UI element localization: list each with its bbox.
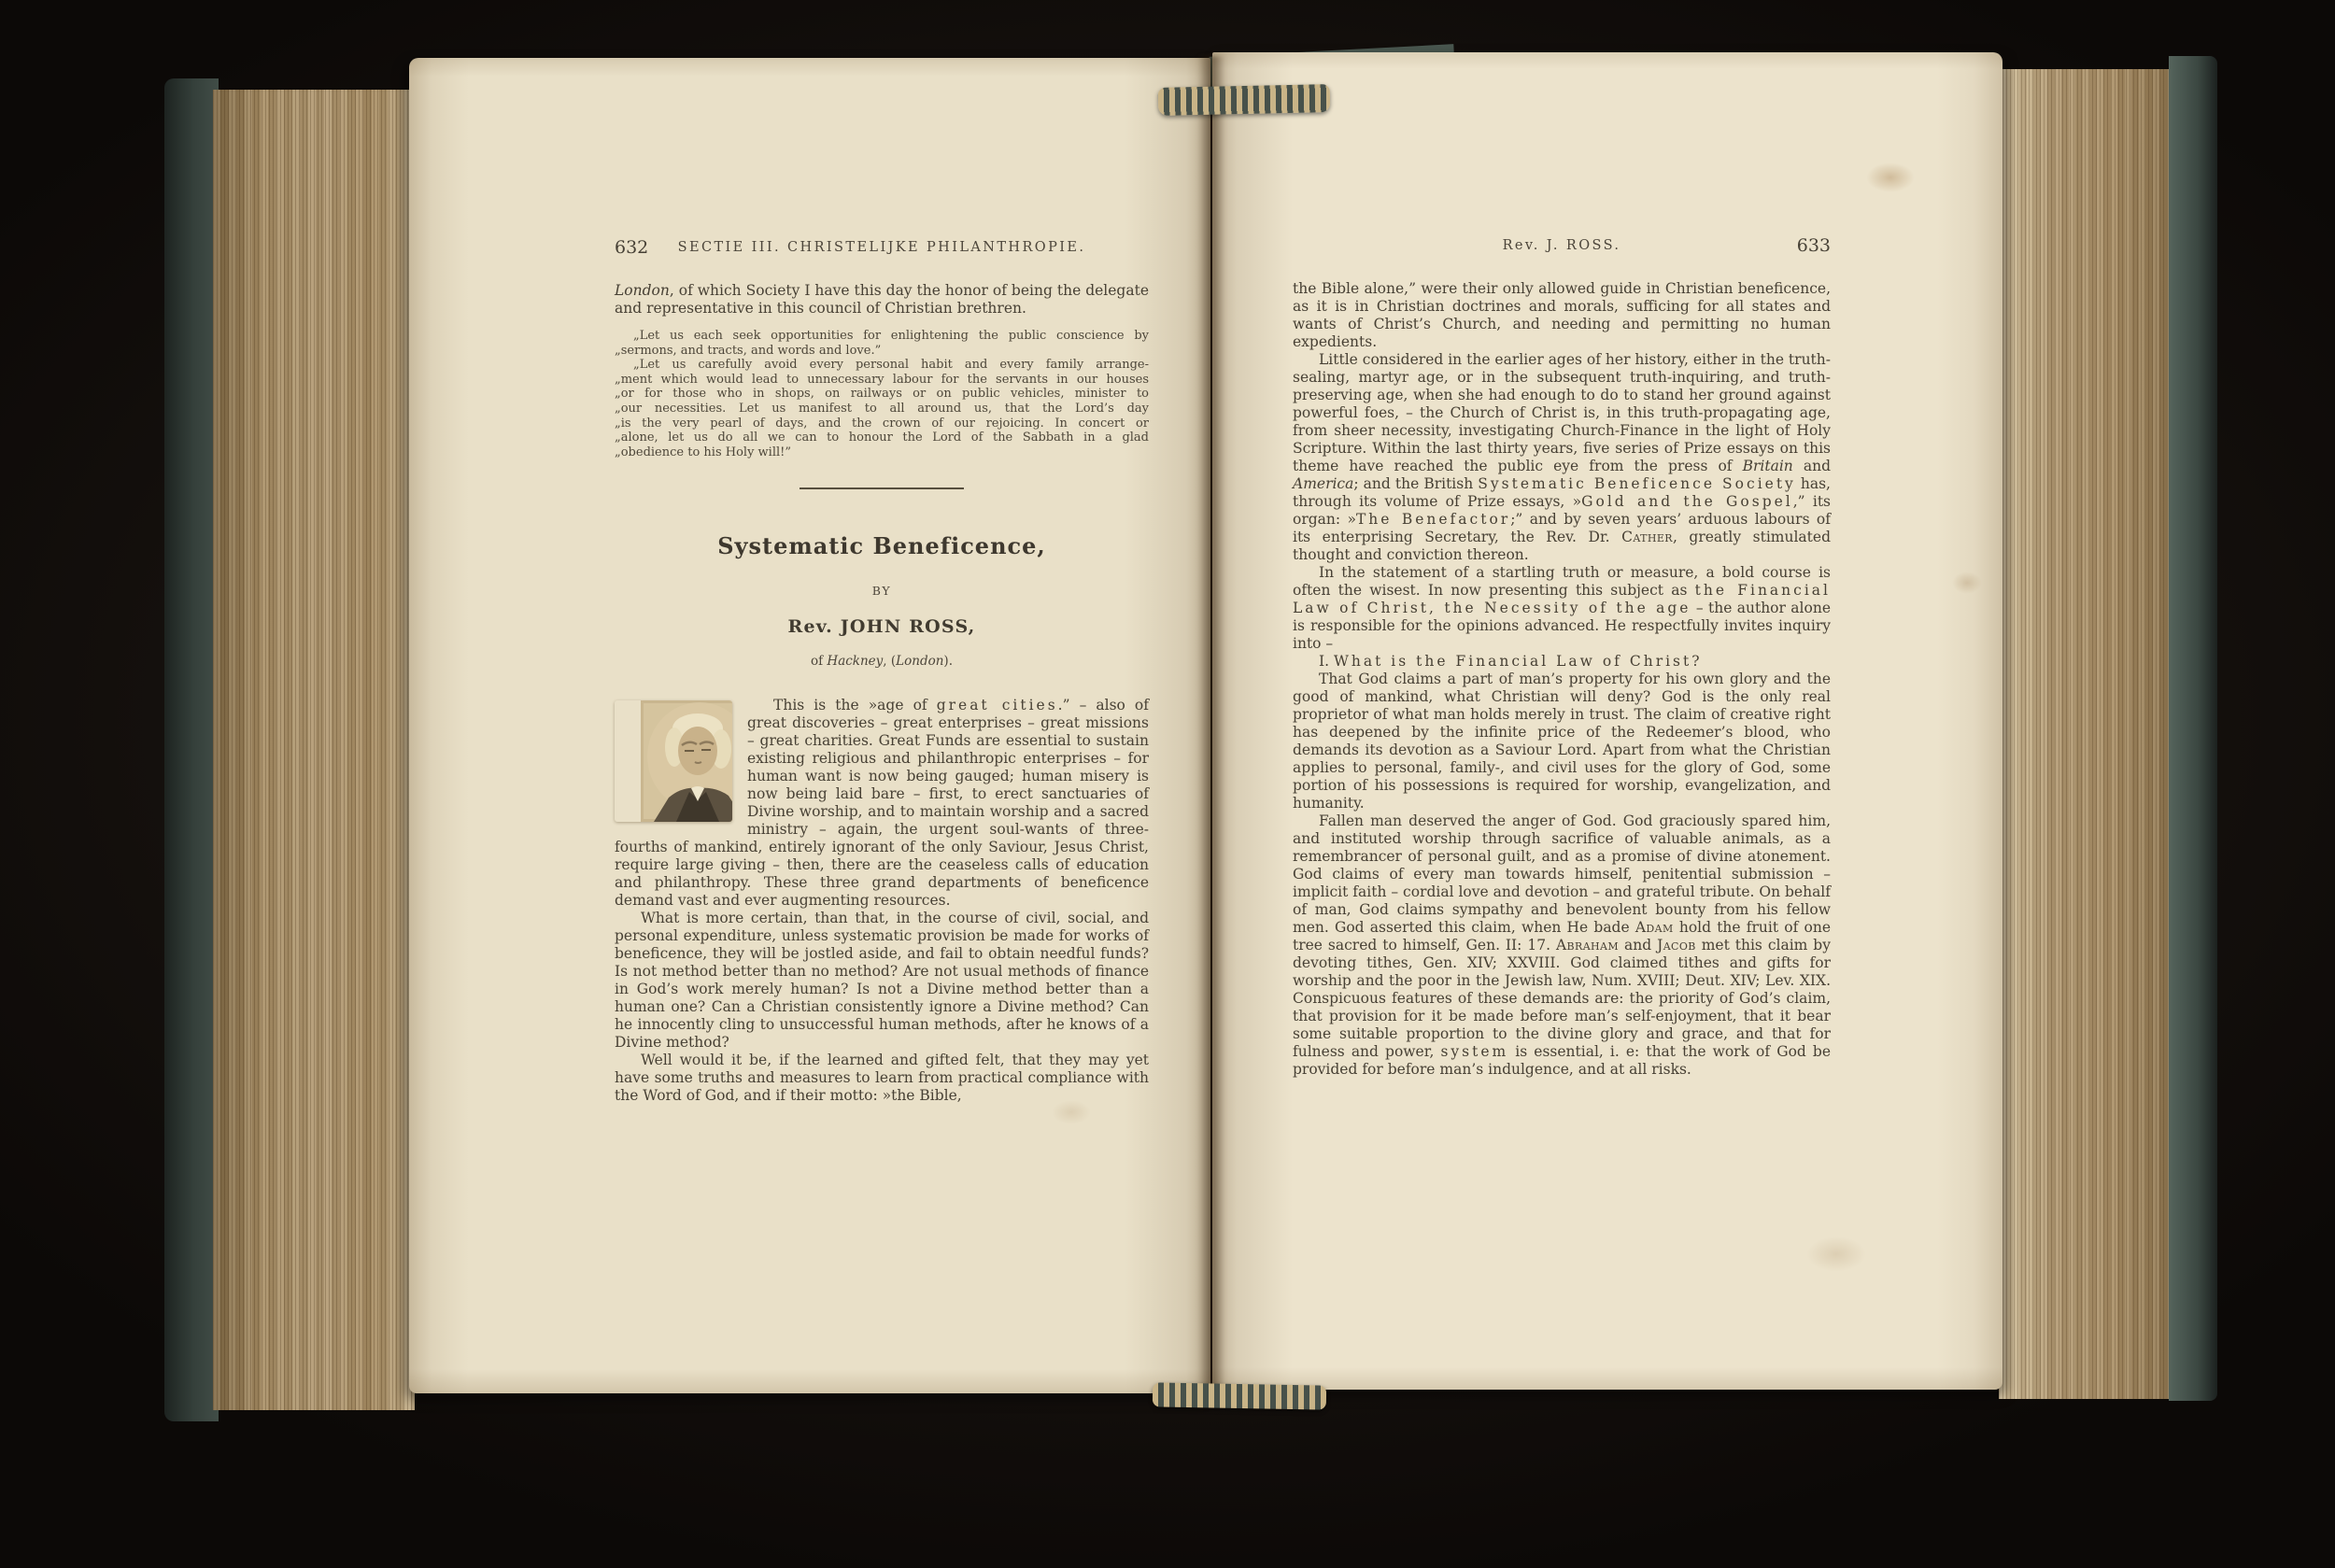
portrait-illustration — [641, 700, 732, 822]
paragraph: I. What is the Financial Law of Christ? — [1319, 653, 1703, 670]
quote-block — [615, 329, 1149, 459]
running-title: SECTIE III. CHRISTELIJKE PHILANTHROPIE. — [677, 240, 1086, 255]
quote-line: „is the very pearl of days, and the crown of our rejoicing. In concert or — [615, 416, 1149, 431]
quote-line: „sermons, and tracts, and words and love.” — [615, 343, 882, 358]
headband-bottom — [1153, 1382, 1326, 1409]
page-right — [1212, 52, 2002, 1390]
headband-top — [1158, 84, 1331, 116]
right-page-text-column — [1293, 235, 1831, 1079]
page-stain — [1806, 1236, 1866, 1272]
book-cover-right-edge — [2169, 56, 2217, 1401]
page-stack-fore-edge-left — [213, 90, 415, 1410]
page-number: 632 — [615, 237, 649, 258]
quote-line: „Let us carefully avoid every personal habit and every family arrange- — [633, 358, 1149, 373]
paragraph-text: This is the »age of great cities.” – also of great discoveries – great enterprises – great missions – great charities. Great Funds are essential to sustain existing religious and philanthropic enterprises – for human want is now being gauged; human misery is now being laid bare – first, to erect sanctuaries of Divine worship, and to maintain worship and a sacred ministry – again, the urgent soul-wants of three-fourths of mankind, entirely ignorant of the only Saviour, Jesus Christ, require large giving – then, there are the ceaseless calls of education and philanthropy. These three grand departments of beneficence demand vast and ever augmenting resources. — [615, 697, 1149, 910]
running-title: Rev. J. ROSS. — [1502, 238, 1621, 253]
author-place: of Hackney, (London). — [811, 654, 953, 670]
quote-line: „Let us each seek opportunities for enlightening the public conscience by — [633, 329, 1149, 343]
intro-paragraph: London, of which Society I have this day the honor of being the delegate and representative in this council of Christian brethren. — [615, 282, 1149, 317]
paragraph: Well would it be, if the learned and gifted felt, that they may yet have some truths and measures to learn from practical compliance with the Word of God, and if their motto: »the Bible, — [615, 1052, 1149, 1105]
byline-label: BY — [871, 584, 892, 599]
article-title: Systematic Beneficence, — [717, 532, 1046, 560]
quote-line: „ment which would lead to unnecessary labour for the servants in our houses — [615, 372, 1149, 387]
author-portrait — [615, 700, 732, 822]
left-page-text-column — [615, 237, 1149, 1105]
book-cover-left-edge — [164, 78, 219, 1421]
paragraph: What is more certain, than that, in the course of civil, social, and personal expenditure, unless systematic provision be made for works of beneficence, they will be jostled aside, and fail to obtain needful funds? Is not method better than no method? Are not usual methods of finance in God’s work merely human? Is not a Divine method better than a human one? Can a Christian consistently ignore a Divine method? Can he innocently cling to unsuccessful human methods, after he knows of a Divine method? — [615, 910, 1149, 1052]
author-name: Rev. JOHN ROSS, — [787, 616, 976, 638]
paragraph: That God claims a part of man’s property for his own glory and the good of mankind, what Christian will deny? God is the only real proprietor of what man holds merely in trust. The claim of creative right has deepened by the infinite price of the Redeemer’s blood, who demands its devotion as a Saviour Lord. Apart from what the Christian applies to personal, family-, and civil uses for the glory of God, some portion of his possessions is required for worship, evangelization, and humanity. — [1293, 671, 1831, 812]
left-page-header — [615, 237, 1149, 260]
page-stain — [1866, 162, 1915, 192]
paragraph: the Bible alone,” were their only allowed guide in Christian beneficence, as it is in Christian doctrines and morals, sufficing for all states and wants of Christ’s Church, and needing and permitting no human expedients. — [1293, 280, 1831, 350]
quote-line: „obedience to his Holy will!” — [615, 445, 792, 459]
right-page-header — [1293, 235, 1831, 258]
quote-line: „our necessities. Let us manifest to all around us, that the Lord’s day — [615, 401, 1149, 416]
divider-rule — [800, 487, 964, 489]
paragraph — [615, 697, 1149, 910]
gutter-shadow — [1197, 56, 1225, 1390]
page-number: 633 — [1796, 235, 1831, 256]
page-stain — [1952, 572, 1982, 594]
page-left — [409, 58, 1210, 1393]
paragraph: Little considered in the earlier ages of her history, either in the truth-sealing, martyr age, or in the subsequent truth-inquiring, and truth-preserving age, when she had enough to do to stand her ground against powerful foes, – the Church of Christ is, in this truth-propagating age, from sheer necessity, investigating Church-Finance in the light of Holy Scripture. Within the last thirty years, five series of Prize essays on this theme have reached the public eye from the press of Britain and America; and the British Systematic Beneficence Society has, through its volume of Prize essays, »Gold and the Gospel,” its organ: »The Benefactor;” and by seven years’ arduous labours of its enterprising Secretary, the Rev. Dr. Cather, greatly stimulated thought and conviction thereon. — [1293, 351, 1832, 563]
quote-line: „or for those who in shops, on railways or on public vehicles, minister to — [615, 387, 1149, 402]
quote-line: „alone, let us do all we can to honour the Lord of the Sabbath in a glad — [615, 431, 1149, 445]
paragraph: Fallen man deserved the anger of God. God graciously spared him, and instituted worship through sacrifice of valuable animals, as a remembrancer of personal guilt, and as a promise of divine atonement. God claims of every man towards himself, penitential submission – implicit faith – cordial love and devotion – and grateful tribute. On behalf of man, God claims sympathy and benevolent bounty from his fellow men. God asserted this claim, when He bade Adam hold the fruit of one tree sacred to himself, Gen. II: 17. Abraham and Jacob met this claim by devoting tithes, Gen. XIV; XXVIII. God claimed tithes and gifts for worship and the poor in the Jewish law, Num. XVIII; Deut. XIV; Lev. XIX. Conspicuous features of these demands are: the priority of God’s claim, that provision for it be made before man’s self-enjoyment, that it bear some suitable proportion to the divine glory and grace, and that for fulness and power, system is essential, i. e: that the work of God be provided for before man’s indulgence, and at all risks. — [1293, 812, 1832, 1078]
paragraph: In the statement of a startling truth or measure, a bold course is often the wisest. In now presenting this subject as the Financial Law of Christ, the Necessity of the age – the author alone is responsible for the opinions advanced. He respectfully invites inquiry into – — [1293, 564, 1831, 652]
page-stack-fore-edge-right — [1999, 69, 2174, 1399]
